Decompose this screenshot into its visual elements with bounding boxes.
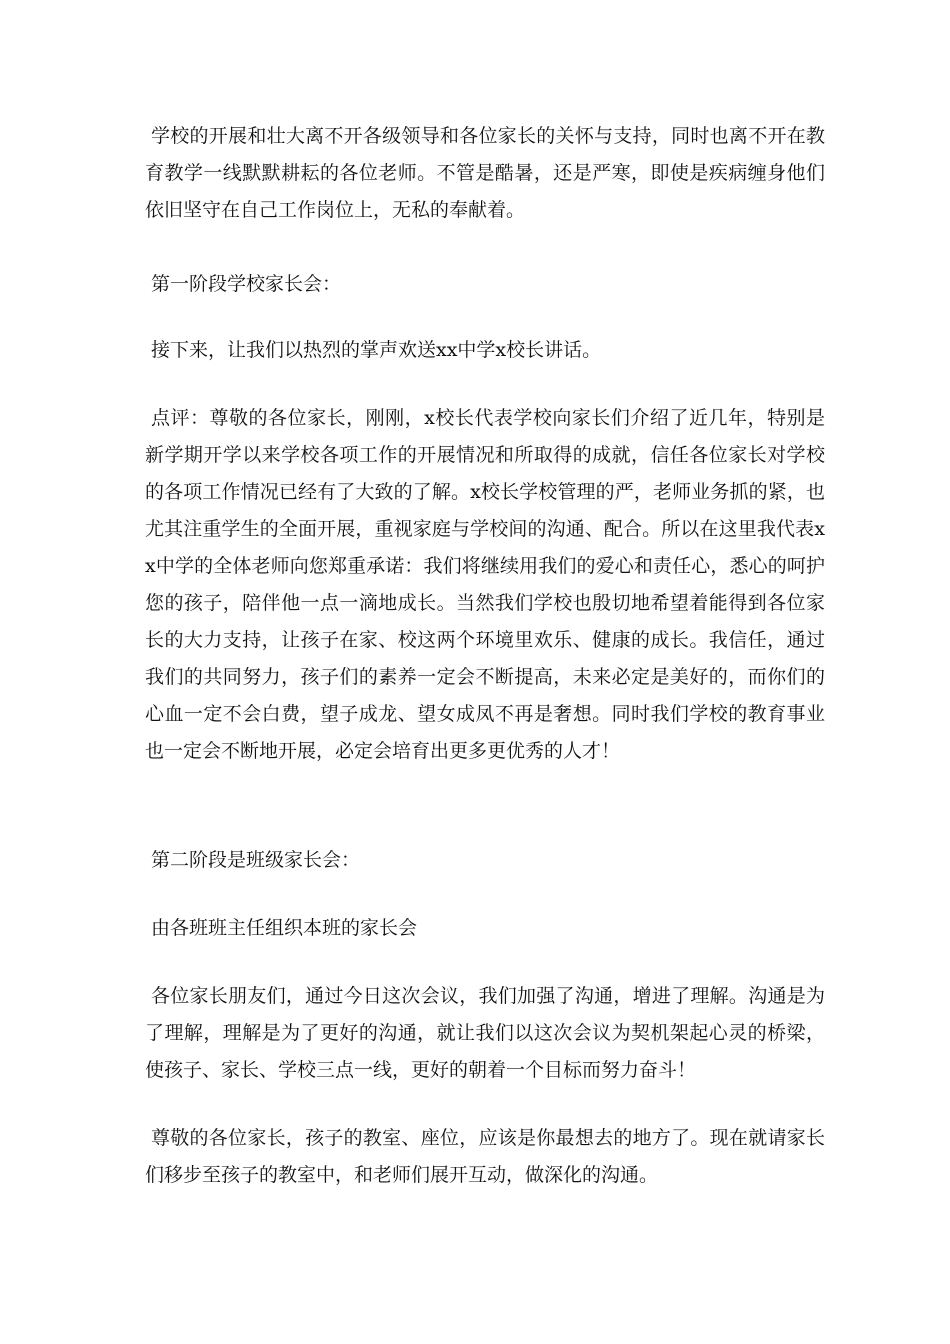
paragraph-commentary: 点评：尊敬的各位家长，刚刚，x校长代表学校向家长们介绍了近几年，特别是新学期开学以来学校各项工作的开展情况和所取得的成就，信任各位家长对学校的各项工作情况已经有了大致的了解。x校长学校管理的严，老师业务抓的紧，也尤其注重学生的全面开展，重视家庭与学校间的沟通、配合。所以在这里我代表xx中学的全体老师向您郑重承诺：我们将继续用我们的爱心和责任心，悉心的呵护您的孩子，陪伴他一点一滴地成长。当然我们学校也殷切地希望着能得到各位家长的大力支持，让孩子在家、校这两个环境里欢乐、健康的成长。我信任，通过我们的共同努力，孩子们的素养一定会不断提高，未来必定是美好的，而你们的心血一定不会白费，望子成龙、望女成凤不再是奢想。同时我们学校的教育事业也一定会不断地开展，必定会培育出更多更优秀的人才！ <box>145 407 825 762</box>
paragraph-closing: 尊敬的各位家长，孩子的教室、座位，应该是你最想去的地方了。现在就请家长们移步至孩子的教室中，和老师们展开互动，做深化的沟通。 <box>145 1127 825 1186</box>
heading-stage-two: 第二阶段是班级家长会： <box>151 849 361 871</box>
paragraph-communication: 各位家长朋友们，通过今日这次会议，我们加强了沟通，增进了理解。沟通是为了理解，理解是为了更好的沟通，就让我们以这次会议为契机架起心灵的桥梁，使孩子、家长、学校三点一线，更好的朝着一个目标而努力奋斗！ <box>145 985 825 1081</box>
paragraph-intro: 学校的开展和壮大离不开各级领导和各位家长的关怀与支持，同时也离不开在教育教学一线默默耕耘的各位老师。不管是酷暑，还是严寒，即使是疾病缠身他们依旧坚守在自己工作岗位上，无私的奉献着。 <box>145 125 825 221</box>
paragraph-class-meeting: 由各班班主任组织本班的家长会 <box>151 917 418 939</box>
paragraph-welcome-speech: 接下来，让我们以热烈的掌声欢送xx中学x校长讲话。 <box>151 339 602 361</box>
heading-stage-one: 第一阶段学校家长会： <box>151 273 342 295</box>
